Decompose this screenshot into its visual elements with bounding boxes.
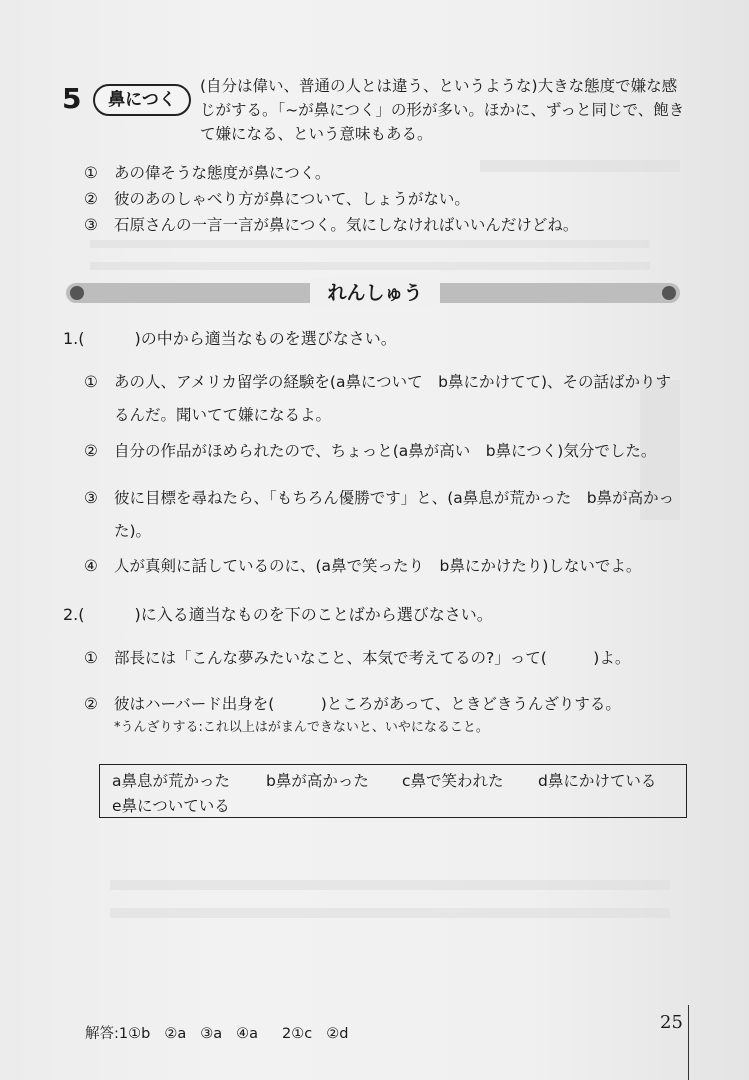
question-2-item — [84, 688, 684, 721]
bleed-through-mark — [90, 262, 650, 270]
answer-item: ②d — [326, 1026, 349, 1042]
question-1-instruction: )の中から適当なものを選びなさい。 — [134, 329, 397, 348]
question-2-heading — [63, 603, 493, 627]
item-number: ① — [84, 649, 98, 667]
example-text: 彼のあのしゃべり方が鼻について、しょうがない。 — [114, 190, 470, 208]
choice-e: e鼻についている — [112, 797, 230, 815]
example-number: ② — [84, 190, 98, 208]
question-2-item — [84, 642, 684, 675]
choice-c: c鼻で笑われた — [402, 772, 504, 790]
item-number: ③ — [84, 489, 98, 507]
item-number: ④ — [84, 557, 98, 575]
item-text: 部長には「こんな夢みたいなこと、本気で考えてるの?」って( )よ。 — [114, 649, 631, 667]
answer-item: 2①c — [282, 1026, 313, 1042]
example-text: あの偉そうな態度が鼻につく。 — [114, 164, 331, 182]
answer-item: ③a — [200, 1026, 223, 1042]
question-1-item — [84, 435, 684, 468]
answer-key — [85, 1022, 362, 1043]
choice-d: d鼻にかけている — [538, 772, 657, 790]
example-number: ① — [84, 164, 98, 182]
section-number: 5 — [62, 82, 82, 115]
choice-a: a鼻息が荒かった — [112, 772, 230, 790]
question-1-label: 1.( — [63, 329, 85, 348]
band-dot-left — [70, 286, 84, 300]
answer-item: ④a — [236, 1026, 258, 1042]
idiom-description: (自分は偉い、普通の人とは違う、というような)大きな態度で嫌な感じがする。「~が鼻につく」の形が多い。ほかに、ずっと同じで、飽きて嫌になる、という意味もある。 — [200, 77, 685, 143]
page-number: 25 — [660, 1012, 683, 1033]
page-spine-line — [688, 1005, 689, 1080]
bleed-through-mark — [110, 880, 670, 890]
item-text: 彼に目標を尋ねたら、「もちろん優勝です」と、(a鼻息が荒かった b鼻が高かった)。 — [114, 489, 675, 540]
item-text: 自分の作品がほめられたので、ちょっと(a鼻が高い b鼻につく)気分でした。 — [114, 442, 657, 460]
question-2-label: 2.( — [63, 605, 85, 624]
idiom-title: 鼻につく — [93, 84, 191, 116]
bleed-through-mark — [110, 908, 670, 918]
answer-item: 解答:1①b — [85, 1026, 151, 1042]
question-1-item — [84, 366, 684, 432]
vocabulary-note: *うんざりする:これ以上はがまんできないと、いやになること。 — [114, 720, 489, 735]
question-1-item — [84, 550, 684, 583]
question-1-item — [84, 482, 684, 548]
item-number: ② — [84, 695, 98, 713]
bleed-through-mark — [90, 240, 650, 248]
choice-b: b鼻が高かった — [266, 772, 369, 790]
answer-choices-box — [99, 764, 687, 818]
practice-title: れんしゅう — [310, 278, 440, 308]
answer-item: ②a — [164, 1026, 187, 1042]
item-text: 彼はハーバード出身を( )ところがあって、ときどきうんざりする。 — [114, 695, 621, 713]
question-1-heading — [63, 327, 397, 351]
question-2-instruction: )に入る適当なものを下のことばから選びなさい。 — [134, 605, 493, 624]
band-dot-right — [662, 286, 676, 300]
item-text: あの人、アメリカ留学の経験を(a鼻について b鼻にかけてて)、その話ばかりするんだ。聞いてて嫌になるよ。 — [114, 373, 672, 424]
item-number: ② — [84, 442, 98, 460]
example-number: ③ — [84, 216, 98, 234]
item-number: ① — [84, 373, 98, 391]
example-text: 石原さんの一言一言が鼻につく。気にしなければいいんだけどね。 — [114, 216, 579, 234]
bleed-through-mark — [480, 160, 680, 172]
item-text: 人が真剣に話しているのに、(a鼻で笑ったり b鼻にかけたり)しないでよ。 — [114, 557, 642, 575]
